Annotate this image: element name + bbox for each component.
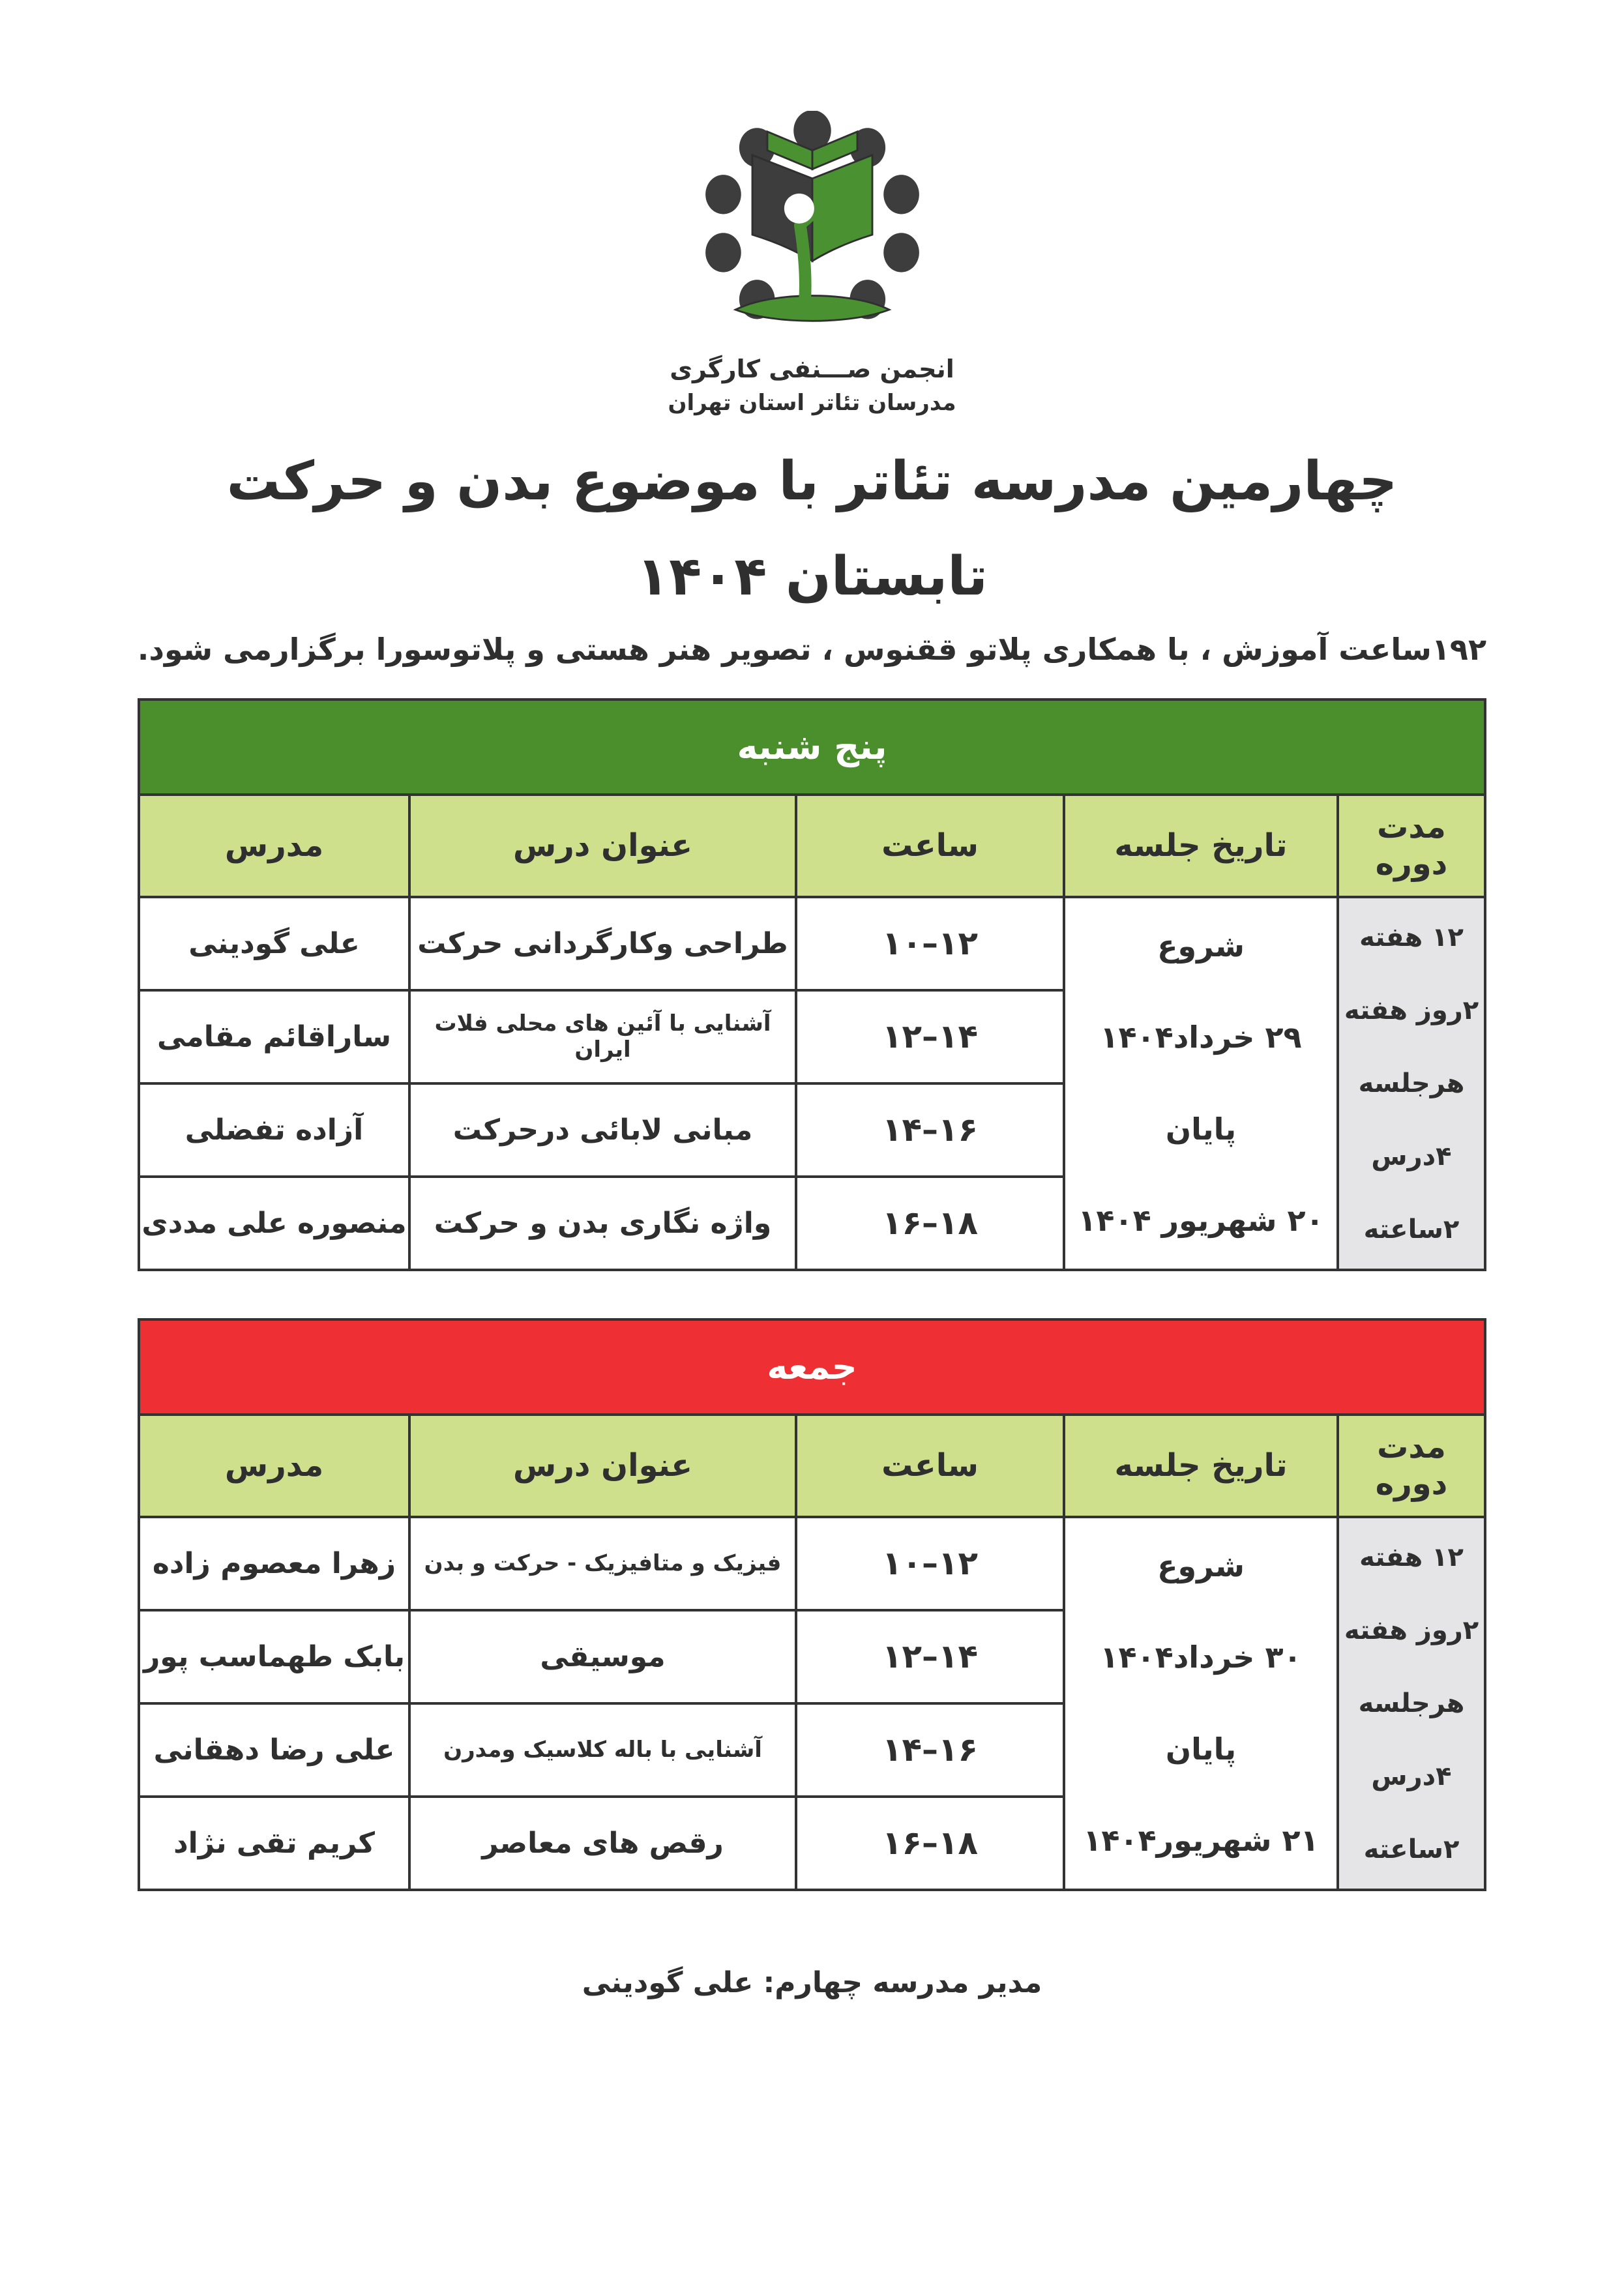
end-date: ۲۱ شهریور۱۴۰۴ [1083, 1823, 1319, 1859]
lesson-cell: آشنایی با آئین های محلی فلات ایران [409, 990, 796, 1083]
page-season-title: تابستان ۱۴۰۴ [636, 546, 988, 608]
start-label: شروع [1157, 928, 1245, 964]
intro-line: ۱۹۲ساعت آموزش ، با همکاری پلاتو ققنوس ، تصویر هنر هستی و پلاتوسورا برگزارمی شود. [137, 631, 1487, 667]
time-cell [796, 1797, 1064, 1890]
course-duration-cell [1338, 1517, 1485, 1890]
table-row [139, 897, 1485, 990]
end-label: پایان [1165, 1731, 1237, 1767]
teacher-cell: آزاده تفضلی [139, 1083, 409, 1177]
lesson-cell: رقص های معاصر [409, 1797, 796, 1890]
time-range: ۱۴–۱۶ [881, 1111, 979, 1149]
end-date: ۲۰ شهریور ۱۴۰۴ [1078, 1203, 1324, 1239]
lesson-cell: فیزیک و متافیزیک - حرکت و بدن [409, 1517, 796, 1610]
duration-line: ۴درس [1371, 1141, 1452, 1171]
org-name-line1: انجمن صـــنفی کارگری [670, 355, 954, 383]
page-title: چهارمین مدرسه تئاتر با موضوع بدن و حرکت [226, 450, 1398, 512]
column-header-teacher: مدرس [139, 1415, 409, 1517]
time-range: ۱۶–۱۸ [881, 1204, 979, 1243]
lesson-cell: آشنایی با باله کلاسیک ومدرن [409, 1703, 796, 1797]
column-header-duration: مدت دوره [1338, 1415, 1485, 1517]
column-header-time: ساعت [796, 1415, 1064, 1517]
teacher-cell: کریم تقی نژاد [139, 1797, 409, 1890]
director-note: مدیر مدرسه چهارم: علی گودینی [582, 1965, 1042, 1999]
course-duration-cell [1338, 897, 1485, 1270]
table-row [139, 1517, 1485, 1610]
duration-line: ۱۲ هفته [1359, 1542, 1464, 1572]
duration-line: ۲ساعته [1363, 1834, 1460, 1864]
start-label: شروع [1157, 1548, 1245, 1584]
teacher-cell: بابک طهماسب پور [139, 1610, 409, 1703]
duration-line: ۲روز هفته [1344, 1615, 1479, 1645]
column-header-dates: تاریخ جلسه [1064, 795, 1338, 897]
time-range: ۱۲–۱۴ [881, 1638, 979, 1676]
duration-line: ۲ساعته [1363, 1214, 1460, 1244]
duration-line: هرجلسه [1358, 1688, 1465, 1718]
column-header-duration: مدت دوره [1338, 795, 1485, 897]
lesson-cell: مبانی لابائی درحرکت [409, 1083, 796, 1177]
day-banner-friday: جمعه [139, 1319, 1485, 1415]
time-range: ۱۶–۱۸ [881, 1824, 979, 1862]
teacher-cell: علی رضا دهقانی [139, 1703, 409, 1797]
table-row [139, 1319, 1485, 1415]
time-range: ۱۲–۱۴ [881, 1018, 979, 1056]
time-cell [796, 1083, 1064, 1177]
teacher-cell: علی گودینی [139, 897, 409, 990]
start-date: ۲۹ خرداد۱۴۰۴ [1100, 1020, 1302, 1055]
time-range: ۱۰–۱۲ [881, 924, 979, 963]
end-label: پایان [1165, 1111, 1237, 1147]
teacher-cell: ساراقائم مقامی [139, 990, 409, 1083]
table-row [139, 1415, 1485, 1517]
lesson-cell: موسیقی [409, 1610, 796, 1703]
time-range: ۱۰–۱۲ [881, 1544, 979, 1583]
duration-line: ۱۲ هفته [1359, 922, 1464, 952]
column-header-teacher: مدرس [139, 795, 409, 897]
column-header-lesson: عنوان درس [409, 795, 796, 897]
teacher-cell: زهرا معصوم زاده [139, 1517, 409, 1610]
column-header-time: ساعت [796, 795, 1064, 897]
day-banner-thursday: پنج شنبه [139, 699, 1485, 795]
time-cell [796, 897, 1064, 990]
session-dates-cell [1064, 1517, 1338, 1890]
org-name-line2: مدرسان تئاتر استان تهران [668, 390, 956, 416]
column-header-dates: تاریخ جلسه [1064, 1415, 1338, 1517]
column-header-lesson: عنوان درس [409, 1415, 796, 1517]
association-logo [0, 0, 1624, 416]
session-dates-cell [1064, 897, 1338, 1270]
duration-line: ۴درس [1371, 1761, 1452, 1791]
thursday-schedule-table [138, 698, 1486, 1271]
book-and-person-logo-icon [662, 111, 962, 346]
time-cell [796, 1177, 1064, 1270]
duration-line: ۲روز هفته [1344, 995, 1479, 1025]
time-range: ۱۴–۱۶ [881, 1731, 979, 1769]
friday-schedule-table [138, 1318, 1486, 1891]
lesson-cell: واژه نگاری بدن و حرکت [409, 1177, 796, 1270]
time-cell [796, 990, 1064, 1083]
table-row [139, 795, 1485, 897]
table-row [139, 699, 1485, 795]
start-date: ۳۰ خرداد۱۴۰۴ [1100, 1640, 1302, 1675]
teacher-cell: منصوره علی مددی [139, 1177, 409, 1270]
duration-line: هرجلسه [1358, 1068, 1465, 1098]
time-cell [796, 1610, 1064, 1703]
time-cell [796, 1517, 1064, 1610]
lesson-cell: طراحی وکارگردانی حرکت [409, 897, 796, 990]
time-cell [796, 1703, 1064, 1797]
